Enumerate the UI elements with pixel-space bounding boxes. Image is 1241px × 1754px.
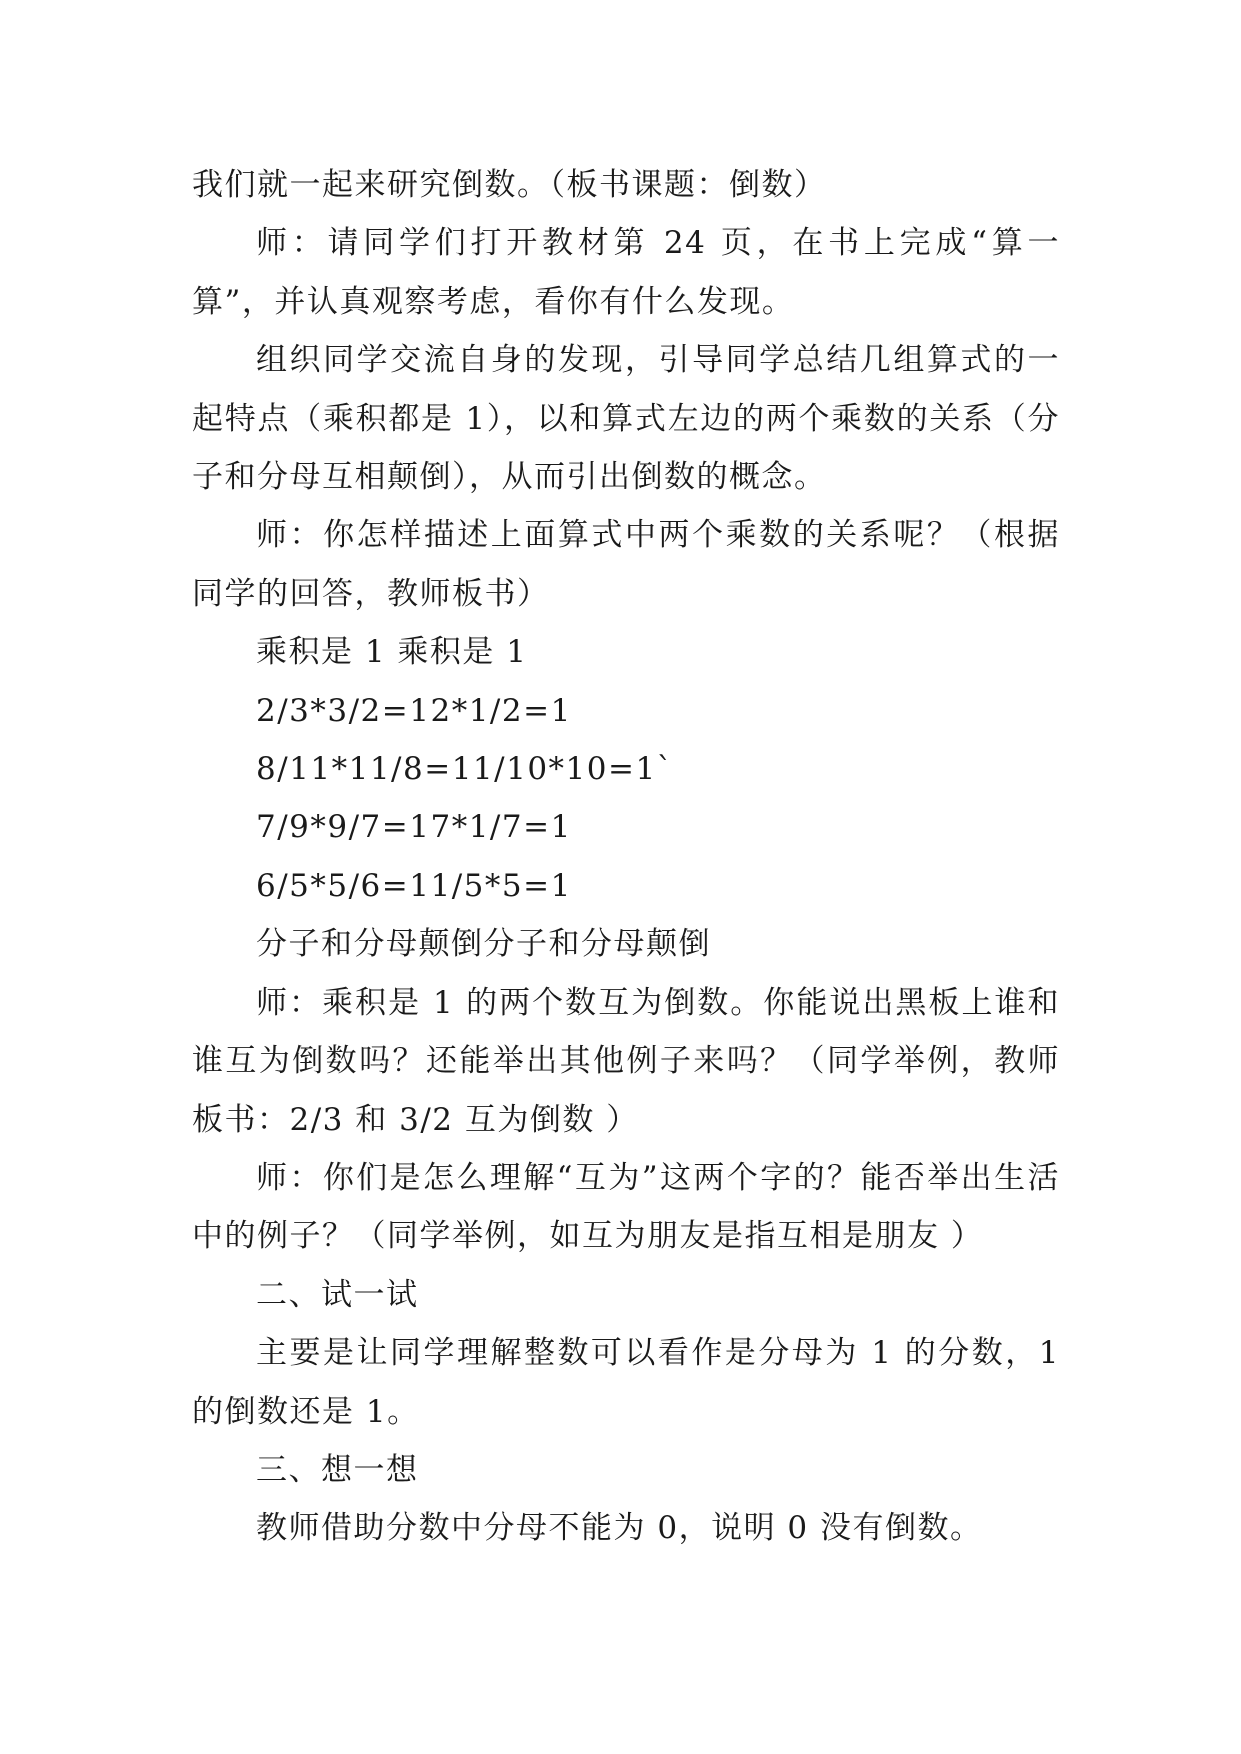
board-equation: 8/11*11/8=11/10*10=1`: [256, 751, 674, 788]
paragraph-intro: 我们就一起来研究倒数。（板书课题：倒数）: [192, 167, 827, 203]
paragraph-teacher-question: 师：你怎样描述上面算式中两个乘数的关系呢？（根据同学的回答，教师板书）: [192, 517, 1060, 612]
paragraph-zero-no-reciprocal: 教师借助分数中分母不能为 0，说明 0 没有倒数。: [256, 1510, 983, 1547]
section-heading-try: 二、试一试: [256, 1276, 419, 1313]
board-footer-inverted: 分子和分母颠倒分子和分母颠倒: [256, 926, 711, 963]
section-heading-think: 三、想一想: [256, 1451, 419, 1488]
board-equation: 6/5*5/6=11/5*5=1: [256, 867, 572, 904]
paragraph-organize-discussion: 组织同学交流自身的发现，引导同学总结几组算式的一起特点（乘积都是 1），以和算式左边的两个乘数的关系（分子和分母互相颠倒），从而引出倒数的概念。: [192, 342, 1060, 496]
paragraph-mutual-meaning: 师：你们是怎么理解“互为”这两个字的？能否举出生活中的例子？（同学举例，如互为朋友是指互相是朋友 ）: [192, 1159, 1060, 1255]
paragraph-teacher-instruction: 师：请同学们打开教材第 24 页，在书上完成“算一算”，并认真观察考虑，看你有什么发现。: [192, 225, 1060, 320]
paragraph-integer-reciprocal: 主要是让同学理解整数可以看作是分母为 1 的分数，1 的倒数还是 1。: [192, 1335, 1060, 1430]
board-heading-product: 乘积是 1 乘积是 1: [256, 634, 528, 671]
paragraph-reciprocal-definition: 师：乘积是 1 的两个数互为倒数。你能说出黑板上谁和谁互为倒数吗？还能举出其他例子来吗？（同学举例，教师板书：2/3 和 3/2 互为倒数 ）: [192, 984, 1060, 1138]
board-equation: 2/3*3/2=12*1/2=1: [256, 692, 572, 729]
document-body: [192, 156, 1060, 1558]
board-equation: 7/9*9/7=17*1/7=1: [256, 809, 572, 846]
